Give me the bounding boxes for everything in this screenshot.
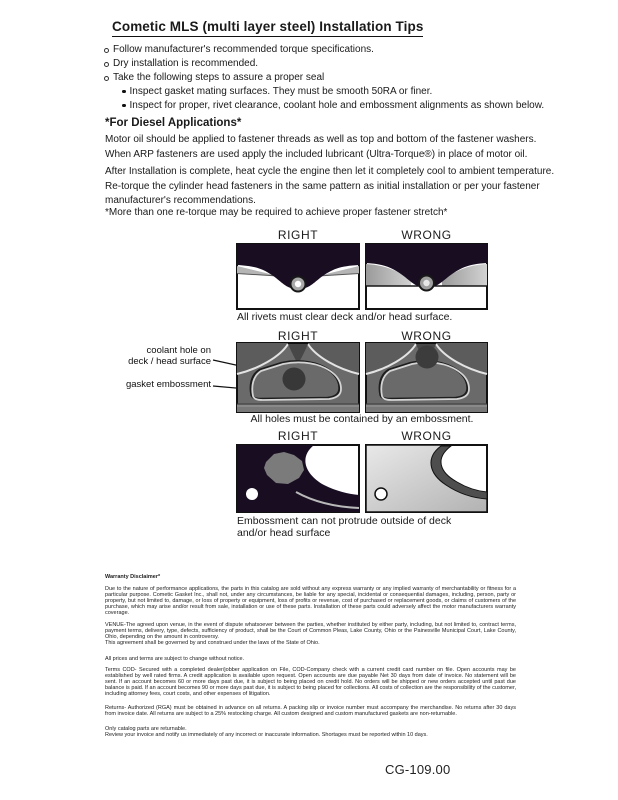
protrusion-wrong-diagram [365, 444, 488, 513]
rivet-wrong-illustration [365, 243, 488, 310]
embossment-wrong-illustration [365, 342, 488, 413]
venue-paragraph: VENUE-The agreed upon venue, in the event of dispute whatsoever between the parties, whether instituted by either party, including, but not limited to, contract terms, payment terms, delivery, type, defects, sufficiency of product, shall be the Court of Common Pleas, Lake County, Ohio or the Painesville Municipal Court, Lake County, Ohio, depending on the amount in controversy. [105, 622, 516, 640]
rivet-wrong-diagram [365, 243, 488, 310]
tip-text: Take the following steps to assure a proper seal [113, 72, 325, 83]
bolt-hole [246, 488, 258, 500]
tip-text: Dry installation is recommended. [113, 58, 259, 69]
diesel-paragraph-2: After Installation is complete, heat cycle the engine then let it completely cool to ambient temperature. Re-torque the cylinder head fasteners in the same pattern as initial installation or per your fastener manufacturer's recommendations. [105, 166, 555, 206]
protrusion-right-illustration [236, 444, 360, 513]
tip-text: Inspect for proper, rivet clearance, coolant hole and embossment alignments as shown below. [129, 100, 545, 111]
diesel-heading: *For Diesel Applications* [105, 117, 242, 129]
page-title: Cometic MLS (multi layer steel) Installation Tips [112, 19, 423, 37]
embossment-right-illustration [236, 342, 360, 413]
rivet-right-diagram [236, 243, 360, 310]
right-label: RIGHT [277, 228, 319, 242]
diagram-caption: All holes must be contained by an embossment. [250, 413, 474, 425]
open-bullet-icon [104, 48, 109, 53]
coolant-hole [416, 346, 439, 369]
review-invoice-line: Review your invoice and notify us immediately of any incorrect or inaccurate information. Shortages must be reported within 10 days. [105, 732, 428, 738]
installation-tips-list [104, 43, 594, 113]
wrong-label: WRONG [401, 429, 452, 443]
prices-line: All prices and terms are subject to change without notice. [105, 656, 245, 662]
returns-paragraph: Returns- Authorized (RGA) must be obtained in advance on all returns. A packing slip or invoice number must accompany the merchandise. No returns after 30 days from invoice date. All returns are subject to a 25% restocking charge. All custom designed and custom manufactured gaskets are non-returnable. [105, 705, 516, 717]
disclaimer-heading: Warranty Disclaimer* [105, 574, 161, 580]
list-item [104, 43, 594, 57]
embossment-right-diagram [236, 342, 360, 413]
list-item [104, 71, 594, 85]
retorque-note: *More than one re-torque may be required to achieve proper fastener stretch* [105, 207, 448, 218]
governing-law-line: This agreement shall be governed by and construed under the laws of the State of Ohio. [105, 640, 320, 646]
protrusion-wrong-illustration [365, 444, 488, 513]
bullet-icon [122, 90, 126, 94]
bullet-icon [122, 104, 126, 108]
list-item [122, 85, 594, 99]
diesel-paragraph-1: Motor oil should be applied to fastener threads as well as top and bottom of the fastener washers. When ARP fasteners are used apply the included lubricant (Ultra-Torque®) in place of motor oil. [105, 134, 537, 160]
bolt-hole [375, 488, 387, 500]
coolant-hole [283, 368, 306, 391]
disclaimer-paragraph: Due to the nature of performance applications, the parts in this catalog are sold without any express warranty or any implied warranty of merchantability or fitness for a particular purpose. Cometic Gasket Inc., shall not, under any circumstances, be liable for any special, incidental or consequential damages, including, person, party or property, but not limited to, damage, or loss of property or equipment, loss of profits or revenue, cost of purchased or replacement goods, or claims of customers of the purchase, which may arise and/or result from sale, installation or use of these parts. Installation of these parts could adversely affect the motor manufacturers warranty coverage. [105, 586, 516, 616]
embossment-wrong-diagram [365, 342, 488, 413]
right-label: RIGHT [277, 429, 319, 443]
tip-text: Inspect gasket mating surfaces. They must be smooth 50RA or finer. [129, 86, 433, 97]
wrong-label: WRONG [401, 329, 452, 343]
open-bullet-icon [104, 62, 109, 67]
tip-text: Follow manufacturer's recommended torque specifications. [113, 44, 374, 55]
page-number: CG-109.00 [385, 762, 451, 777]
diagram-caption: All rivets must clear deck and/or head surface. [237, 311, 453, 323]
wrong-label: WRONG [401, 228, 452, 242]
gasket-embossment-label: gasket embossment [125, 379, 211, 390]
only-catalog-line: Only catalog parts are returnable. [105, 726, 187, 732]
open-bullet-icon [104, 76, 109, 81]
list-item [122, 99, 594, 113]
rivet-right-illustration [236, 243, 360, 310]
right-label: RIGHT [277, 329, 319, 343]
warranty-disclaimer [105, 574, 516, 738]
protrusion-right-diagram [236, 444, 360, 513]
coolant-hole-label: coolant hole on deck / head surface [128, 345, 211, 367]
terms-paragraph: Terms COD- Secured with a completed dealer/jobber application on File, COD-Company check with a current credit card number on file. Open accounts may be established by well rated firms. A credit application is available upon request. Open accounts are due payable Net 30 days from date of invoice. No statement will be sent. If an account becomes 60 or more days past due, it is subject to being placed on credit hold. No orders will be shipped or new orders accepted until past due balance is paid. If an account becomes 90 or more days past due, it is subject to being placed for collections. All costs of collection are the responsibility of the customer, including attorney fees, court costs, and other expenses of litigation. [105, 667, 516, 697]
diagram-caption: Embossment can not protrude outside of deck and/or head surface [237, 515, 452, 539]
list-item [104, 57, 594, 71]
